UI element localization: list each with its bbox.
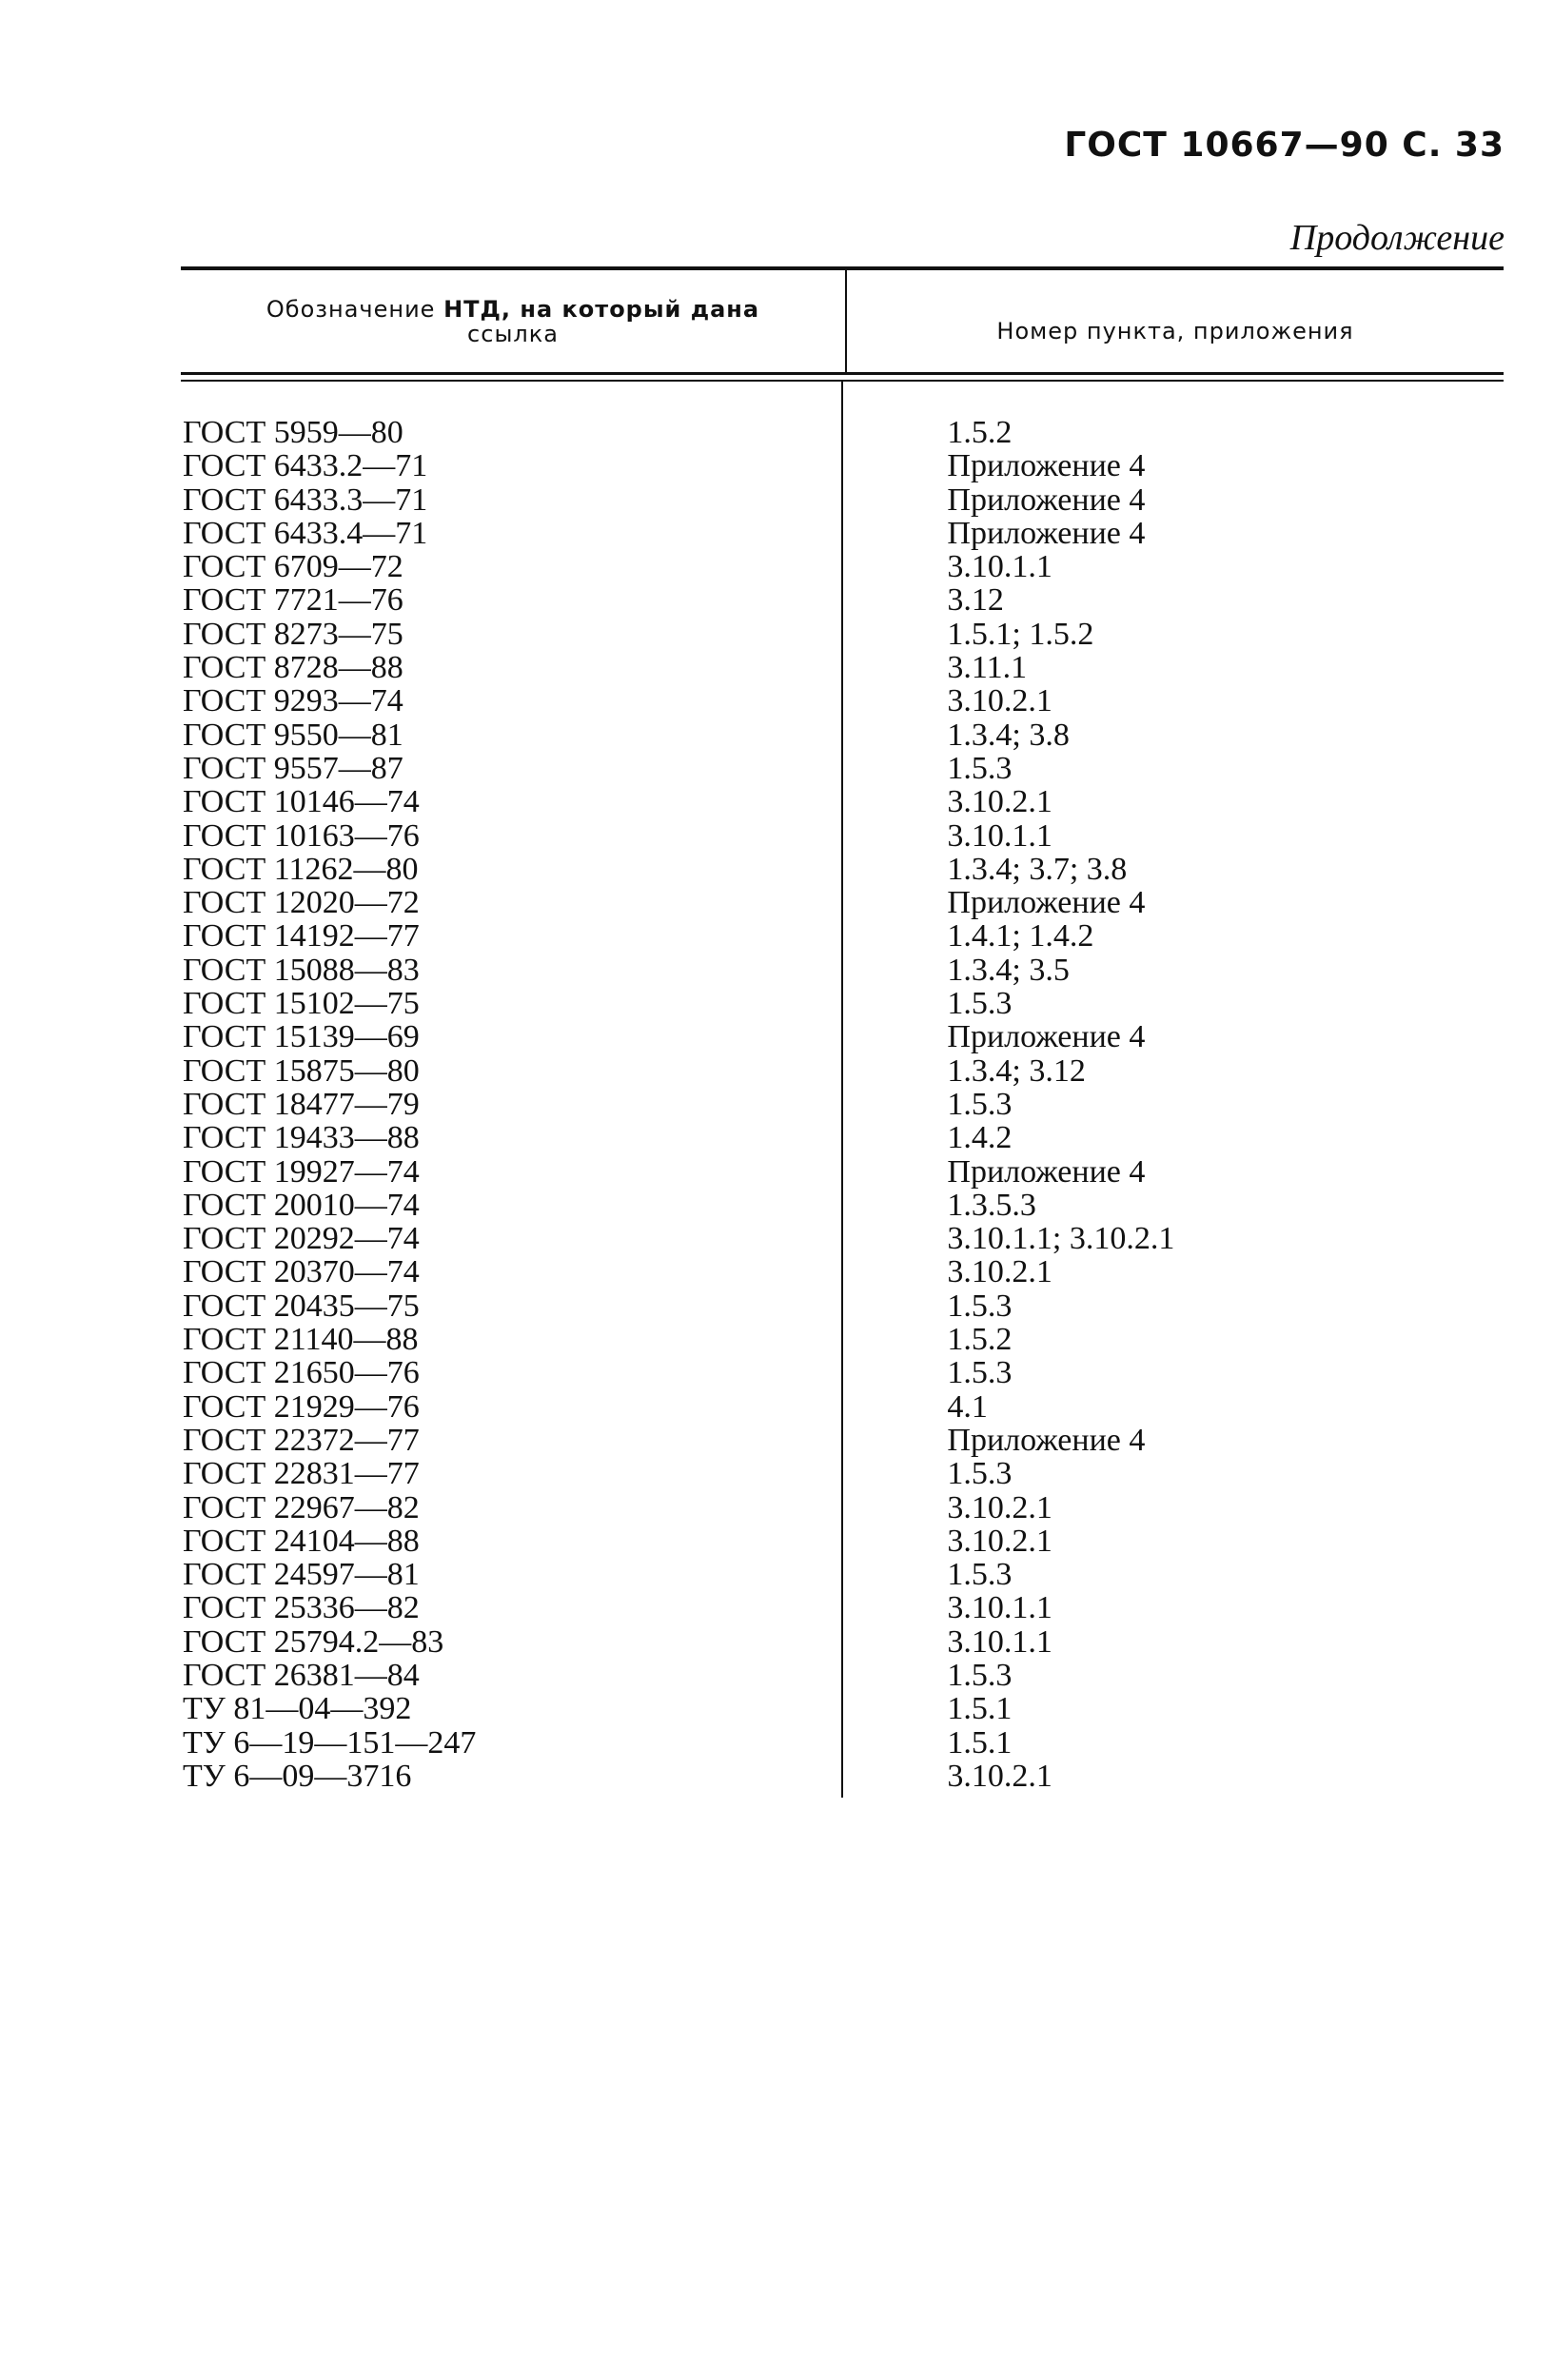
clause-reference: 1.5.2 — [947, 1322, 1013, 1358]
document-designation: ГОСТ 15875—80 — [183, 1052, 420, 1089]
table-row — [181, 651, 1504, 684]
header-bottom-rule — [181, 372, 1504, 375]
clause-reference: 3.10.2.1 — [947, 784, 1052, 820]
page-header: ГОСТ 10667—90 С. 33 — [1064, 126, 1505, 165]
clause-reference: 1.5.3 — [947, 1355, 1013, 1391]
clause-reference: 1.4.1; 1.4.2 — [947, 918, 1094, 954]
document-designation: ГОСТ 24104—88 — [183, 1523, 420, 1559]
document-designation: ГОСТ 20435—75 — [183, 1288, 420, 1324]
table-row — [181, 1726, 1504, 1760]
document-designation: ГОСТ 9557—87 — [183, 750, 403, 786]
table-row — [181, 1659, 1504, 1692]
table-row — [181, 1491, 1504, 1524]
document-designation: ГОСТ 20010—74 — [183, 1187, 420, 1223]
clause-reference: 1.5.3 — [947, 1288, 1013, 1324]
table-row — [181, 1692, 1504, 1725]
document-designation: ГОСТ 22831—77 — [183, 1456, 420, 1492]
table-row — [181, 886, 1504, 919]
document-designation: ГОСТ 6433.4—71 — [183, 515, 428, 551]
table-row — [181, 1155, 1504, 1189]
table-body — [181, 416, 1504, 1793]
document-designation: ГОСТ 18477—79 — [183, 1086, 420, 1122]
clause-reference: 3.10.2.1 — [947, 1254, 1052, 1290]
table-row — [181, 1760, 1504, 1793]
clause-reference: 1.5.3 — [947, 1657, 1013, 1693]
document-designation: ГОСТ 25336—82 — [183, 1590, 420, 1626]
clause-reference: 1.5.3 — [947, 750, 1013, 786]
table-row — [181, 987, 1504, 1020]
table-row — [181, 449, 1504, 482]
clause-reference: 1.5.1; 1.5.2 — [947, 616, 1094, 652]
document-designation: ГОСТ 21929—76 — [183, 1388, 420, 1425]
clause-reference: 3.10.1.1 — [947, 1590, 1052, 1626]
document-designation: ГОСТ 20292—74 — [183, 1221, 420, 1257]
clause-reference: 3.10.2.1 — [947, 1758, 1052, 1794]
document-designation: ГОСТ 25794.2—83 — [183, 1623, 444, 1660]
clause-reference: 1.5.2 — [947, 415, 1013, 450]
document-designation: ГОСТ 19927—74 — [183, 1153, 420, 1190]
table-row — [181, 1524, 1504, 1558]
column-header-designation-part1: Обозначение — [266, 296, 444, 323]
clause-reference: 1.3.5.3 — [947, 1187, 1036, 1223]
table-row — [181, 718, 1504, 752]
clause-reference: Приложение 4 — [947, 1019, 1146, 1055]
document-designation: ГОСТ 6433.3—71 — [183, 482, 428, 518]
table-row — [181, 1054, 1504, 1088]
column-header-designation — [181, 297, 845, 346]
table-row — [181, 1390, 1504, 1424]
column-header-designation-strong: НТД, на который дана — [443, 296, 760, 323]
table-row — [181, 684, 1504, 718]
document-designation: ГОСТ 12020—72 — [183, 885, 420, 921]
table-row — [181, 1289, 1504, 1323]
document-designation: ГОСТ 11262—80 — [183, 851, 419, 887]
clause-reference: 1.3.4; 3.7; 3.8 — [947, 851, 1128, 887]
document-designation: ГОСТ 9550—81 — [183, 717, 403, 753]
document-designation: ГОСТ 22967—82 — [183, 1489, 420, 1525]
clause-reference: 3.10.2.1 — [947, 1523, 1052, 1559]
document-designation: ГОСТ 19433—88 — [183, 1120, 420, 1156]
document-designation: ГОСТ 15139—69 — [183, 1019, 420, 1055]
clause-reference: 3.10.2.1 — [947, 683, 1052, 719]
table-row — [181, 517, 1504, 550]
document-designation: ГОСТ 14192—77 — [183, 918, 420, 954]
document-designation: ГОСТ 10163—76 — [183, 817, 420, 854]
clause-reference: 1.5.3 — [947, 1086, 1013, 1122]
clause-reference: 3.12 — [947, 582, 1004, 619]
table-row — [181, 416, 1504, 449]
document-designation: ГОСТ 22372—77 — [183, 1422, 420, 1458]
table-row — [181, 1088, 1504, 1121]
clause-reference: Приложение 4 — [947, 885, 1146, 921]
clause-reference: 3.10.1.1 — [947, 1623, 1052, 1660]
document-designation: ГОСТ 8728—88 — [183, 650, 403, 686]
table-row — [181, 583, 1504, 617]
table-row — [181, 1189, 1504, 1222]
clause-reference: 1.5.3 — [947, 1456, 1013, 1492]
clause-reference: 1.5.1 — [947, 1691, 1013, 1727]
table-row — [181, 1323, 1504, 1356]
document-designation: ГОСТ 15102—75 — [183, 986, 420, 1022]
document-designation: ГОСТ 20370—74 — [183, 1254, 420, 1290]
clause-reference: 3.10.1.1 — [947, 817, 1052, 854]
clause-reference: 1.5.3 — [947, 1557, 1013, 1593]
table-top-rule — [181, 266, 1504, 270]
clause-reference: 1.3.4; 3.12 — [947, 1052, 1086, 1089]
clause-reference: 3.10.1.1 — [947, 549, 1052, 585]
table-row — [181, 1424, 1504, 1457]
document-designation: ГОСТ 10146—74 — [183, 784, 420, 820]
clause-reference: 3.10.1.1; 3.10.2.1 — [947, 1221, 1175, 1257]
table-row — [181, 919, 1504, 953]
table-row — [181, 618, 1504, 651]
table-row — [181, 483, 1504, 517]
document-designation: ГОСТ 26381—84 — [183, 1657, 420, 1693]
table-row — [181, 1591, 1504, 1624]
document-designation: ГОСТ 8273—75 — [183, 616, 403, 652]
clause-reference: 1.3.4; 3.5 — [947, 952, 1070, 988]
document-designation: ГОСТ 24597—81 — [183, 1557, 420, 1593]
document-designation: ТУ 81—04—392 — [183, 1691, 412, 1727]
clause-reference: 1.3.4; 3.8 — [947, 717, 1070, 753]
table-row — [181, 752, 1504, 785]
clause-reference: Приложение 4 — [947, 515, 1146, 551]
table-row — [181, 1356, 1504, 1389]
clause-reference: Приложение 4 — [947, 448, 1146, 484]
document-designation: ГОСТ 6433.2—71 — [183, 448, 428, 484]
document-designation: ГОСТ 6709—72 — [183, 549, 403, 585]
document-designation: ГОСТ 21140—88 — [183, 1322, 419, 1358]
table-row — [181, 1457, 1504, 1490]
table-row — [181, 1625, 1504, 1659]
document-designation: ГОСТ 9293—74 — [183, 683, 403, 719]
document-designation: ГОСТ 5959—80 — [183, 415, 403, 450]
clause-reference: Приложение 4 — [947, 1153, 1146, 1190]
table-row — [181, 1020, 1504, 1053]
table-row — [181, 550, 1504, 583]
clause-reference: 4.1 — [947, 1388, 988, 1425]
document-designation: ГОСТ 15088—83 — [183, 952, 420, 988]
clause-reference: 3.11.1 — [947, 650, 1028, 686]
table-row — [181, 954, 1504, 987]
table-row — [181, 853, 1504, 886]
document-designation: ГОСТ 21650—76 — [183, 1355, 420, 1391]
document-designation: ТУ 6—09—3716 — [183, 1758, 412, 1794]
table-row — [181, 1558, 1504, 1591]
document-designation: ГОСТ 7721—76 — [183, 582, 403, 619]
clause-reference: 1.5.3 — [947, 986, 1013, 1022]
table-row — [181, 1255, 1504, 1288]
clause-reference: 1.5.1 — [947, 1724, 1013, 1760]
clause-reference: 1.4.2 — [947, 1120, 1013, 1156]
clause-reference: 3.10.2.1 — [947, 1489, 1052, 1525]
document-designation: ТУ 6—19—151—247 — [183, 1724, 477, 1760]
clause-reference: Приложение 4 — [947, 1422, 1146, 1458]
continuation-label: Продолжение — [1289, 218, 1505, 258]
table-row — [181, 1222, 1504, 1255]
column-header-clause: Номер пункта, приложения — [996, 318, 1354, 344]
column-header-designation-part2: ссылка — [467, 321, 559, 347]
table-row — [181, 819, 1504, 853]
clause-reference: Приложение 4 — [947, 482, 1146, 518]
table-row — [181, 1121, 1504, 1154]
table-row — [181, 785, 1504, 818]
